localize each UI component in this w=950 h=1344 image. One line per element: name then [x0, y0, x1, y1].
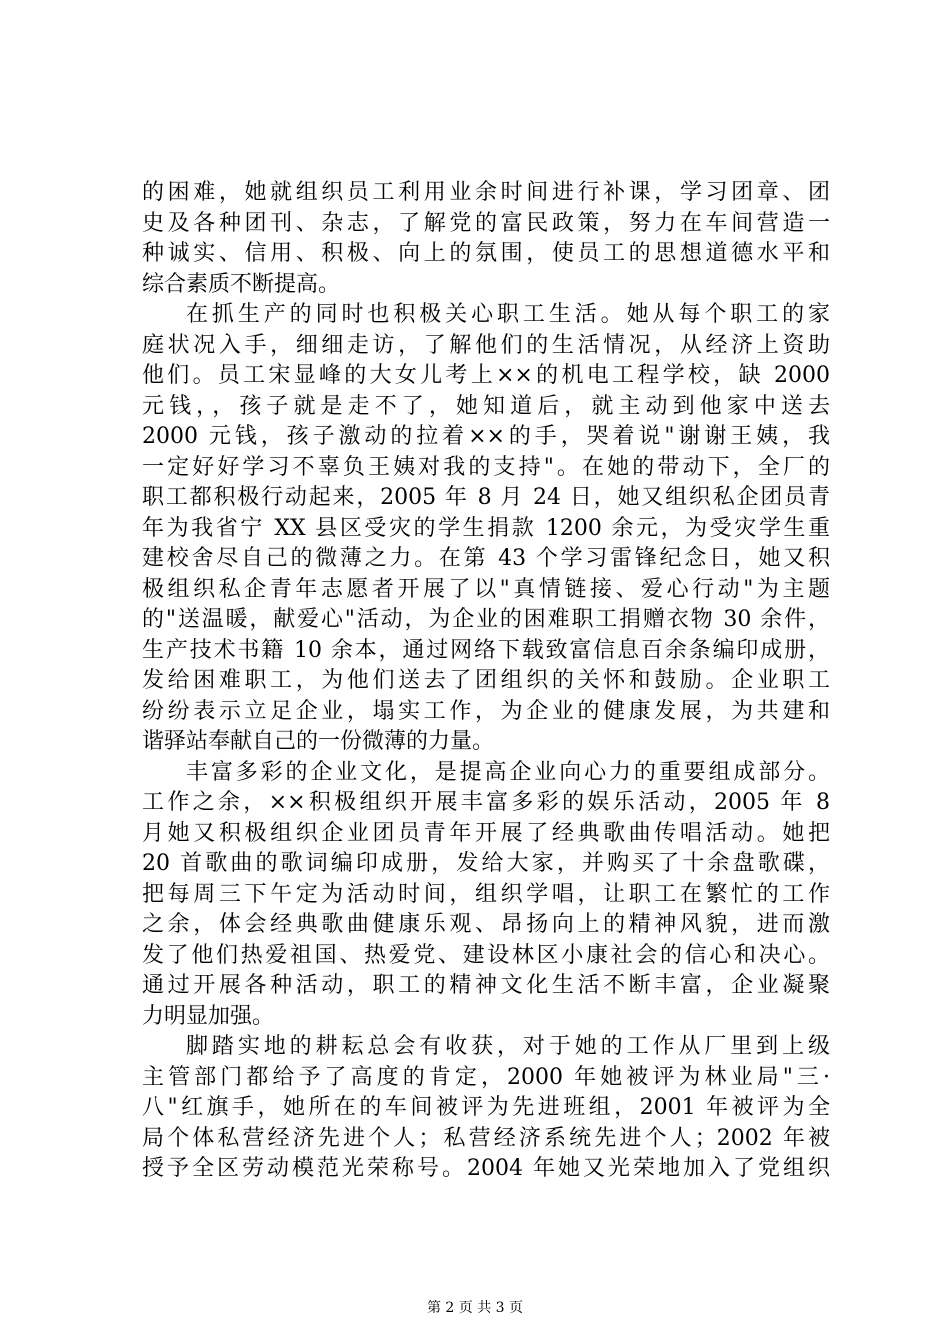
text-line: 发给困难职工，为他们送去了团组织的关怀和鼓励。企业职工 [142, 668, 830, 693]
text-line: 极组织私企青年志愿者开展了以"真情链接、爱心行动"为主题 [142, 576, 830, 602]
text-line: 工作之余，××积极组织开展丰富多彩的娱乐活动，2005 年 8 [142, 790, 830, 815]
text-line: 20 首歌曲的歌词编印成册，发给大家，并购买了十余盘歌碟， [142, 851, 830, 876]
text-line: 把每周三下午定为活动时间，组织学唱，让职工在繁忙的工作 [142, 881, 830, 907]
text-line: 脚踏实地的耕耘总会有收获，对于她的工作从厂里到上级 [186, 1034, 830, 1059]
document-body [142, 178, 830, 1185]
text-line: 谐驿站奉献自己的一份微薄的力量。 [142, 729, 495, 754]
text-line: 纷纷表示立足企业，塌实工作，为企业的健康发展，为共建和 [142, 698, 830, 724]
text-line: 月她又积极组织企业团员青年开展了经典歌曲传唱活动。她把 [142, 820, 830, 846]
text-line: 综合素质不断提高。 [142, 271, 341, 297]
text-line: 丰富多彩的企业文化，是提高企业向心力的重要组成部分。 [186, 759, 830, 785]
text-line: 主管部门都给予了高度的肯定，2000 年她被评为林业局"三· [142, 1064, 830, 1090]
text-line: 他们。员工宋显峰的大女儿考上××的机电工程学校，缺 2000 [142, 363, 830, 388]
text-line: 生产技术书籍 10 余本，通过网络下载致富信息百余条编印成册， [142, 637, 830, 663]
text-line: 元钱，，孩子就是走不了，她知道后，就主动到他家中送去 [142, 393, 830, 419]
text-line: 在抓生产的同时也积极关心职工生活。她从每个职工的家 [186, 302, 830, 327]
text-line: 2000 元钱，孩子激动的拉着××的手，哭着说"谢谢王姨，我 [142, 424, 830, 449]
text-line: 局个体私营经济先进个人；私营经济系统先进个人；2002 年被 [142, 1125, 830, 1151]
text-line: 种诚实、信用、积极、向上的氛围，使员工的思想道德水平和 [142, 241, 830, 266]
text-line: 年为我省宁 XX 县区受灾的学生捐款 1200 余元，为受灾学生重 [142, 515, 830, 541]
text-line: 的困难，她就组织员工利用业余时间进行补课，学习团章、团 [142, 180, 830, 205]
text-line: 建校舍尽自己的微薄之力。在第 43 个学习雷锋纪念日，她又积 [142, 546, 830, 571]
text-line: 授予全区劳动模范光荣称号。2004 年她又光荣地加入了党组织 [142, 1156, 830, 1181]
page-number-label: 第 2 页 共 3 页 [426, 1300, 524, 1316]
text-line: 一定好好学习不辜负王姨对我的支持"。在她的带动下，全厂的 [142, 454, 830, 480]
text-line: 力明显加强。 [142, 1003, 275, 1029]
text-line: 发了他们热爱祖国、热爱党、建设林区小康社会的信心和决心。 [142, 942, 830, 968]
text-line: 庭状况入手，细细走访，了解他们的生活情况，从经济上资助 [142, 332, 830, 358]
text-line: 之余，体会经典歌曲健康乐观、昂扬向上的精神风貌，进而激 [142, 912, 830, 937]
text-line: 史及各种团刊、杂志，了解党的富民政策，努力在车间营造一 [142, 210, 830, 236]
text-line: 职工都积极行动起来，2005 年 8 月 24 日，她又组织私企团员青 [142, 485, 830, 510]
page-footer [0, 1299, 950, 1317]
text-line: 通过开展各种活动，职工的精神文化生活不断丰富，企业凝聚 [142, 973, 830, 998]
text-line: 的"送温暖，献爱心"活动，为企业的困难职工捐赠衣物 30 余件， [142, 607, 830, 632]
text-line: 八"红旗手，她所在的车间被评为先进班组，2001 年被评为全 [142, 1095, 830, 1120]
